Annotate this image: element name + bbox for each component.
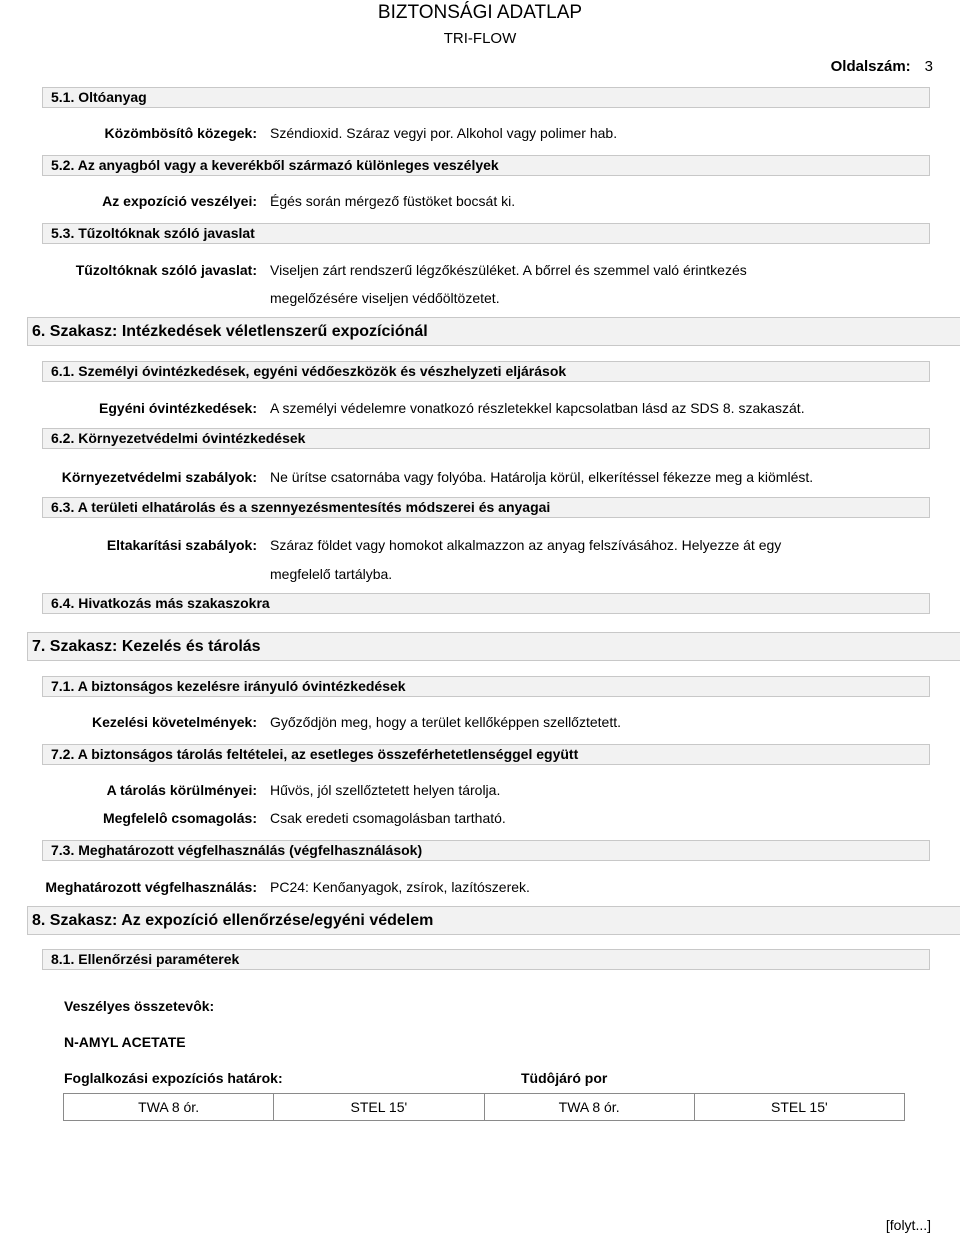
cleanup-rules-value-line2: megfelelő tartályba.: [270, 566, 393, 582]
subsection-6-4-heading: 6.4. Hivatkozás más szakaszokra: [42, 593, 930, 614]
environmental-rules-value: Ne ürítse csatornába vagy folyóba. Határolja körül, elkerítéssel fékezze meg a kiömlést.: [270, 469, 814, 485]
hazardous-ingredients-label: Veszélyes összetevôk:: [64, 998, 215, 1014]
page-number-block: [831, 58, 933, 75]
product-name: TRI-FLOW: [443, 30, 517, 47]
page-number-value: 3: [924, 58, 933, 75]
subsection-5-2-heading: 5.2. Az anyagból vagy a keverékből származó különleges veszélyek: [42, 155, 930, 176]
subsection-7-2-heading: 7.2. A biztonságos tárolás feltételei, az esetleges összeférhetetlenséggel együtt: [42, 744, 930, 765]
table-cell-twa: TWA 8 ór.: [484, 1094, 694, 1121]
extinguishing-media-label: Közömbösítô közegek:: [104, 125, 257, 141]
subsection-5-3-heading: 5.3. Tűzoltóknak szóló javaslat: [42, 223, 930, 244]
table-cell-twa: TWA 8 ór.: [64, 1094, 274, 1121]
end-use-value: PC24: Kenőanyagok, zsírok, lazítószerek.: [270, 879, 530, 895]
handling-requirements-label: Kezelési követelmények:: [92, 714, 257, 730]
firefighter-advice-label: Tűzoltóknak szóló javaslat:: [75, 262, 257, 278]
continued-marker: [folyt...]: [885, 1217, 931, 1233]
firefighter-advice-value-line1: Viseljen zárt rendszerű légzőkészüléket. A bőrrel és szemmel való érintkezés: [270, 262, 747, 278]
table-row: [64, 1094, 905, 1121]
substance-name: N-AMYL ACETATE: [64, 1034, 186, 1050]
storage-conditions-label: A tárolás körülményei:: [106, 782, 257, 798]
subsection-6-1-heading: 6.1. Személyi óvintézkedések, egyéni védőeszközök és vészhelyzeti eljárások: [42, 361, 930, 382]
page-number-label: Oldalszám:: [830, 58, 911, 75]
respirable-dust-label: Tüdôjáró por: [521, 1070, 608, 1086]
subsection-8-1-heading: 8.1. Ellenőrzési paraméterek: [42, 949, 930, 970]
extinguishing-media-value: Széndioxid. Száraz vegyi por. Alkohol vagy polimer hab.: [270, 125, 618, 141]
subsection-6-3-heading: 6.3. A területi elhatárolás és a szennyezésmentesítés módszerei és anyagai: [42, 497, 930, 518]
personal-precautions-label: Egyéni óvintézkedések:: [99, 400, 257, 416]
exposure-hazards-label: Az expozíció veszélyei:: [102, 193, 257, 209]
handling-requirements-value: Győződjön meg, hogy a terület kellőképpen szellőztetett.: [270, 714, 621, 730]
exposure-limits-table: [63, 1093, 905, 1121]
cleanup-rules-label: Eltakarítási szabályok:: [106, 537, 257, 553]
table-cell-stel: STEL 15': [274, 1094, 484, 1121]
personal-precautions-value: A személyi védelemre vonatkozó részletekkel kapcsolatban lásd az SDS 8. szakaszát.: [270, 400, 805, 416]
end-use-label: Meghatározott végfelhasználás:: [45, 879, 257, 895]
section-6-heading: 6. Szakasz: Intézkedések véletlenszerű expozíciónál: [27, 317, 960, 346]
table-cell-stel: STEL 15': [694, 1094, 904, 1121]
exposure-hazards-value: Égés során mérgező füstöket bocsát ki.: [270, 193, 516, 209]
document-title: BIZTONSÁGI ADATLAP: [377, 2, 583, 23]
section-8-heading: 8. Szakasz: Az expozíció ellenőrzése/egyéni védelem: [27, 906, 960, 935]
environmental-rules-label: Környezetvédelmi szabályok:: [61, 469, 257, 485]
storage-conditions-value: Hűvös, jól szellőztetett helyen tárolja.: [270, 782, 501, 798]
packaging-label: Megfelelô csomagolás:: [102, 810, 257, 826]
subsection-6-2-heading: 6.2. Környezetvédelmi óvintézkedések: [42, 428, 930, 449]
cleanup-rules-value-line1: Száraz földet vagy homokot alkalmazzon az anyag felszívásához. Helyezze át egy: [270, 537, 782, 553]
subsection-7-1-heading: 7.1. A biztonságos kezelésre irányuló óvintézkedések: [42, 676, 930, 697]
section-7-heading: 7. Szakasz: Kezelés és tárolás: [27, 632, 960, 661]
subsection-5-1-heading: 5.1. Oltóanyag: [42, 87, 930, 108]
firefighter-advice-value-line2: megelőzésére viseljen védőöltözetet.: [270, 290, 500, 306]
packaging-value: Csak eredeti csomagolásban tartható.: [270, 810, 506, 826]
oel-label: Foglalkozási expozíciós határok:: [64, 1070, 283, 1086]
subsection-7-3-heading: 7.3. Meghatározott végfelhasználás (végfelhasználások): [42, 840, 930, 861]
